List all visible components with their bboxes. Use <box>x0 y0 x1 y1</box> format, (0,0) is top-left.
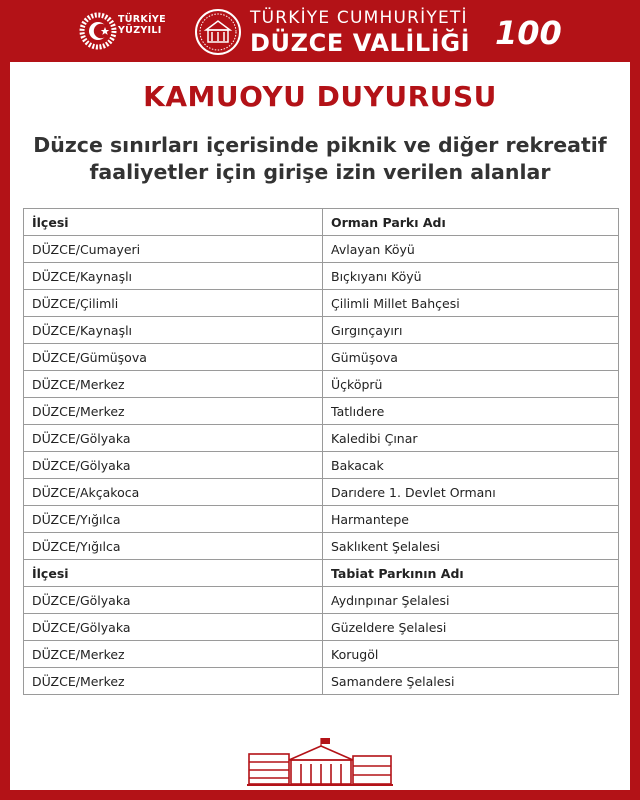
subtitle-line-1: Düzce sınırları içerisinde piknik ve diğer rekreatif <box>33 133 607 157</box>
table-row <box>24 317 619 344</box>
table-row <box>24 533 619 560</box>
column-header-district: İlçesi <box>24 560 323 587</box>
table-row <box>24 452 619 479</box>
logo-line-2: YÜZYILI <box>118 25 162 36</box>
park-name-cell: Korugöl <box>323 641 619 668</box>
nature-park-header-row <box>24 560 619 587</box>
district-cell: DÜZCE/Gölyaka <box>24 452 323 479</box>
logo-line-1: TÜRKİYE <box>118 14 166 25</box>
park-name-cell: Darıdere 1. Devlet Ormanı <box>323 479 619 506</box>
table-row <box>24 290 619 317</box>
column-header-nature-park: Tabiat Parkının Adı <box>323 560 619 587</box>
park-name-cell: Harmantepe <box>323 506 619 533</box>
district-cell: DÜZCE/Gümüşova <box>24 344 323 371</box>
subtitle-line-2: faaliyetler için girişe izin verilen alanlar <box>89 160 551 184</box>
district-cell: DÜZCE/Merkez <box>24 641 323 668</box>
parks-table <box>23 208 619 695</box>
turkiye-yuzyili-text <box>118 14 166 36</box>
park-name-cell: Avlayan Köyü <box>323 236 619 263</box>
park-name-cell: Gümüşova <box>323 344 619 371</box>
park-name-cell: Aydınpınar Şelalesi <box>323 587 619 614</box>
announcement-title: KAMUOYU DUYURUSU <box>143 80 497 113</box>
district-cell: DÜZCE/Kaynaşlı <box>24 263 323 290</box>
column-header-district: İlçesi <box>24 209 323 236</box>
park-name-cell: Güzeldere Şelalesi <box>323 614 619 641</box>
forest-park-header-row <box>24 209 619 236</box>
bottom-band <box>0 790 640 800</box>
governorship-emblem-icon <box>194 8 242 56</box>
governorship-name: DÜZCE VALİLİĞİ <box>250 29 471 57</box>
table-row <box>24 344 619 371</box>
park-name-cell: Üçköprü <box>323 371 619 398</box>
district-cell: DÜZCE/Gölyaka <box>24 587 323 614</box>
district-cell: DÜZCE/Merkez <box>24 668 323 695</box>
park-name-cell: Çilimli Millet Bahçesi <box>323 290 619 317</box>
district-cell: DÜZCE/Gölyaka <box>24 614 323 641</box>
table-row <box>24 641 619 668</box>
table-row <box>24 398 619 425</box>
column-header-forest-park: Orman Parkı Adı <box>323 209 619 236</box>
centennial-100-logo-icon <box>493 8 563 52</box>
centennial-text: 100 <box>495 14 562 52</box>
district-cell: DÜZCE/Cumayeri <box>24 236 323 263</box>
government-name: TÜRKİYE CUMHURİYETİ <box>250 8 468 28</box>
announcement-subtitle <box>30 132 610 186</box>
table-row <box>24 263 619 290</box>
district-cell: DÜZCE/Gölyaka <box>24 425 323 452</box>
table-row <box>24 668 619 695</box>
table-row <box>24 614 619 641</box>
park-name-cell: Bakacak <box>323 452 619 479</box>
district-cell: DÜZCE/Merkez <box>24 371 323 398</box>
table-row <box>24 425 619 452</box>
park-name-cell: Bıçkıyanı Köyü <box>323 263 619 290</box>
government-building-icon <box>245 738 395 786</box>
park-name-cell: Kaledibi Çınar <box>323 425 619 452</box>
park-name-cell: Samandere Şelalesi <box>323 668 619 695</box>
district-cell: DÜZCE/Çilimli <box>24 290 323 317</box>
district-cell: DÜZCE/Yığılca <box>24 533 323 560</box>
table-row <box>24 479 619 506</box>
district-cell: DÜZCE/Merkez <box>24 398 323 425</box>
park-name-cell: Gırgınçayırı <box>323 317 619 344</box>
table-row <box>24 371 619 398</box>
header-banner <box>0 0 640 62</box>
park-name-cell: Tatlıdere <box>323 398 619 425</box>
table-row <box>24 506 619 533</box>
table-row <box>24 587 619 614</box>
park-name-cell: Saklıkent Şelalesi <box>323 533 619 560</box>
district-cell: DÜZCE/Yığılca <box>24 506 323 533</box>
district-cell: DÜZCE/Kaynaşlı <box>24 317 323 344</box>
district-cell: DÜZCE/Akçakoca <box>24 479 323 506</box>
table-row <box>24 236 619 263</box>
